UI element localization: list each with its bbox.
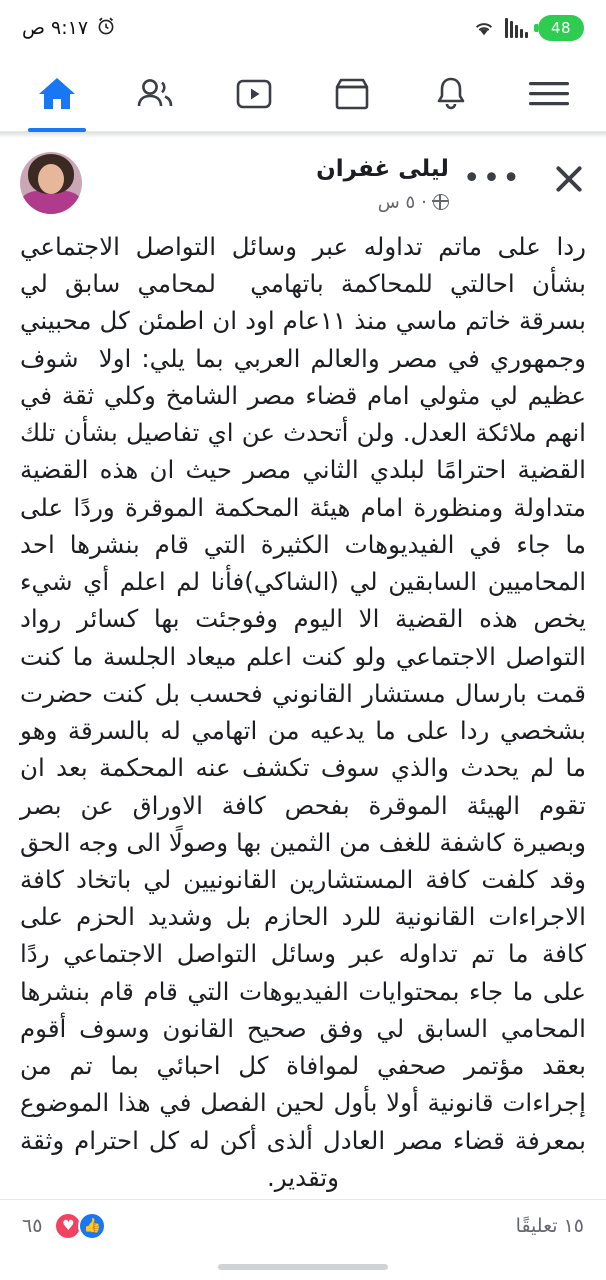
video-play-icon [235,77,273,111]
status-bar-right [22,16,116,41]
post-author-name[interactable]: ليلى غفران [316,156,449,182]
top-navigation-bar [0,56,606,132]
home-icon [37,76,77,112]
post-subtitle [96,192,449,213]
comments-count[interactable]: ١٥ تعليقًا [515,1215,584,1237]
heart-reaction-icon: ♥ [54,1212,82,1240]
nav-item-menu[interactable] [518,66,580,122]
nav-item-watch[interactable] [223,66,285,122]
nav-item-home[interactable] [26,66,88,122]
battery-level: 48 [550,19,572,37]
hamburger-menu-icon [528,79,570,109]
nav-item-friends[interactable] [124,66,186,122]
battery-icon [538,15,584,41]
friends-icon [134,77,176,111]
post-header-actions [463,152,586,196]
globe-icon [433,194,449,210]
status-bar-left [473,15,584,41]
alarm-clock-icon [96,16,116,41]
nav-item-marketplace[interactable] [321,66,383,122]
reactions-summary[interactable] [22,1212,106,1240]
post-text: ردا على ماتم تداوله عبر وسائل التواصل الاجتماعي بشأن احالتي للمحاكمة باتهامي لمحامي سابق لي بسرقة خاتم ماسي منذ ١١عام اود ان اطمئن كل محبيني وجمهوري في مصر والعالم العربي بما يلي: اولا شوف عظيم لي مثولي امام قضاء مصر الشامخ وكلي ثقة في انهم ملائكة العدل. ولن أتحدث عن اي تفاصيل بشأن تلك القضية احترامًا لبلدي الثاني مصر حيث ان هذه القضية متداولة ومنظورة امام هيئة المحكمة الموقرة وردًا على ما جاء في الفيديوهات الكثيرة التي قام بنشرها احد المحاميين السابقين لي (الشاكي)فأنا لم اعلم أي شيء يخص هذه القضية الا اليوم وفوجئت بها كسائر رواد التواصل الاجتماعي ولو كنت اعلم ميعاد الجلسة ما كنت قمت بارسال مستشار القانوني فحسب بل كنت حضرت بشخصي ردا على ما يدعيه من اتهامي له بالسرقة وهو ما لم يحدث والذي سوف تكشف عنه المحكمة بعد ان تقوم الهيئة الموقرة بفحص كافة الاوراق عن بصر وبصيرة كاشفة للغف من الثمين بها وصولًا الى وجه الحق وقد كلفت كافة المستشارين القانونيين لي باتخاد كافة الاجراءات القانونية للرد الحازم بل وشديد الحزم على كافة ما تم تداوله عبر وسائل التواصل الاجتماعي ردًا على ما جاء بمحتوايات الفيديوهات التي قام قام بنشرها المحامي السابق لي وفق صحيح القانون وسوف أقوم بعقد مؤتمر صحفي لموافاة كل احبائي بما تم من إجراءات قانونية أولا بأول لحين الفصل في هذا الموضوع بمعرفة قضاء مصر العادل ألذى أكن له كل احترام وثقة وتقدير. [4,232,587,1192]
home-indicator [0,1254,606,1280]
post-author-block [96,152,449,213]
clock-time: ٩:١٧ ص [22,17,89,39]
close-icon[interactable] [552,162,586,196]
reactions-count: ٦٥ [22,1215,43,1237]
post-header [0,138,606,220]
more-options-icon[interactable]: ••• [462,161,522,196]
store-icon [333,76,371,112]
wifi-icon [473,19,495,37]
post-dot-separator: · [421,191,427,213]
bell-icon [433,75,469,113]
post-timestamp: ٥ س [377,191,416,213]
thumbs-up-reaction-icon: 👍 [78,1212,106,1240]
nav-item-notifications[interactable] [420,66,482,122]
avatar[interactable] [20,152,82,214]
status-bar [0,0,606,56]
post-footer [0,1199,606,1254]
cellular-signal-icon [505,18,528,38]
